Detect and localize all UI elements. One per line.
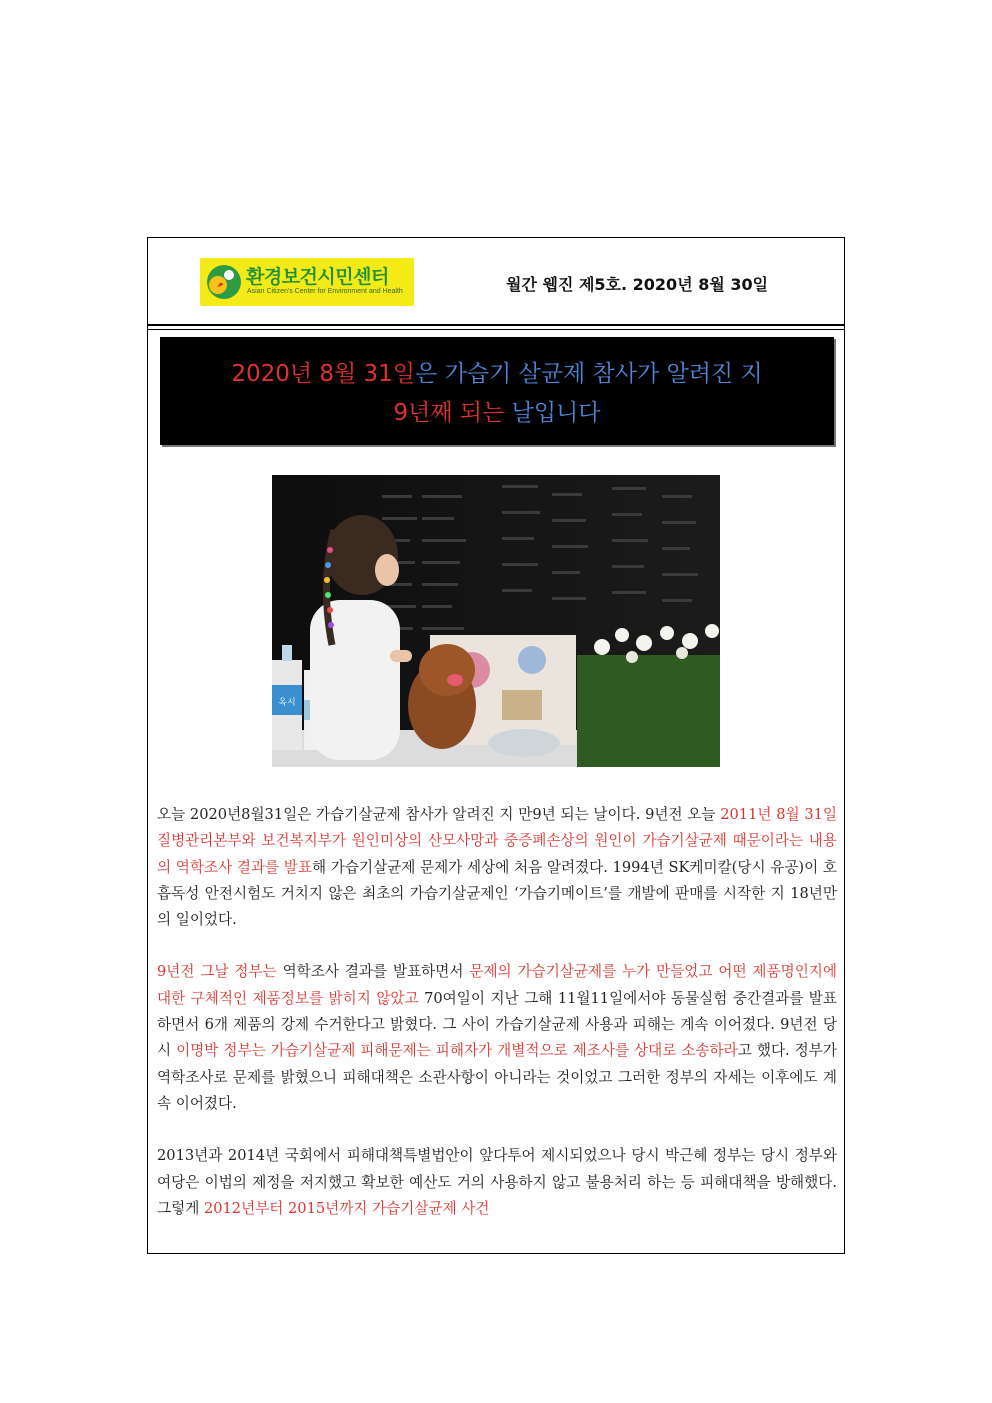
headline-text-2: 날입니다 — [504, 400, 601, 426]
article-body — [157, 802, 837, 1248]
memorial-photo — [272, 475, 720, 767]
memorial-photo-illustration — [272, 475, 720, 767]
newsletter-page-frame — [147, 237, 845, 1254]
p2-text-b: 역학조사 결과를 발표하면서 — [276, 963, 470, 981]
article-paragraph-2 — [157, 959, 837, 1117]
logo-name: 환경보건시민센터 — [246, 266, 389, 288]
article-paragraph-1 — [157, 802, 837, 933]
p2-text-f: 고 했다. 정부가 역학조사로 문제를 밝혔으니 피해대책은 소관사항이 아니라는 것이었고 그러한 정부의 자세는 이후에도 계속 이어졌다. — [157, 1042, 837, 1112]
issue-line: 월간 웹진 제5호. 2020년 8월 30일 — [506, 275, 769, 294]
p1-highlight: 2011년 8월 31일 질병관리본부와 보건복지부가 원인미상의 산모사망과 중증폐손상의 원인이 가습기살균제 때문이라는 내용의 역학조사 결과를 발표 — [157, 806, 837, 876]
header-divider — [148, 324, 844, 326]
crystal-bowl — [488, 729, 560, 757]
p1-text-a: 오늘 2020년8월31일은 가습기살균제 참사가 알려진 지 만9년 되는 날이다. 9년전 오늘 — [157, 806, 721, 823]
headline-line-1 — [160, 355, 834, 388]
headline-date: 2020년 8월 31일 — [231, 361, 416, 387]
p2-highlight-a: 9년전 그날 정부는 — [157, 963, 277, 981]
headline-text-1: 은 가습기 살균제 참사가 알려진 지 — [415, 361, 763, 387]
p3-highlight: 2012년부터 2015년까지 가습기살균제 사건 — [203, 1199, 490, 1217]
p2-highlight-e: 이명박 정부는 가습기살균제 피해문제는 피해자가 개별적으로 제조사를 상대로 소송하라 — [176, 1042, 738, 1060]
article-paragraph-3 — [157, 1143, 837, 1222]
p2-highlight-c: 문제의 가습기살균제를 누가 만들었고 어떤 제품명인지에 대한 구체적인 제품정보를 밝히지 않았고 — [157, 963, 838, 1007]
organization-logo — [200, 258, 414, 306]
p1-text-c: 해 가습기살균제 문제가 세상에 처음 알려졌다. 1994년 SK케미칼(당시 유공)이 호흡독성 안전시험도 거치지 않은 최초의 가습기살균제인 ‘가습기메이트’를 개발에 판매를 시작한 지 18년만의 일이었다. — [157, 858, 837, 929]
newsletter-header — [148, 238, 844, 324]
headline-years: 9년째 되는 — [393, 400, 505, 426]
header-divider-thin — [148, 329, 844, 330]
headline-line-2 — [160, 394, 834, 427]
logo-emblem-icon — [205, 263, 243, 301]
bottle-label: 옥시 — [278, 698, 296, 708]
p2-text-d: 70여일이 지난 그해 11월11일에서야 동물실험 중간결과를 발표하면서 6개 제품의 강제 수거한다고 밝혔다. 그 사이 가습기살균제 사용과 피해는 계속 이어졌다. 9년전 당시 — [157, 989, 837, 1060]
p3-text-a: 2013년과 2014년 국회에서 피해대책특별법안이 앞다투어 제시되었으나 당시 박근혜 정부는 당시 정부와 여당은 이법의 제정을 저지했고 확보한 예산도 거의 사용하지 않고 불용처리 하는 등 피해대책을 방해했다. 그렇게 — [157, 1147, 837, 1217]
headline-banner — [160, 337, 834, 445]
logo-subtitle: Asian Citizen's Center for Environment and Health — [247, 288, 403, 295]
